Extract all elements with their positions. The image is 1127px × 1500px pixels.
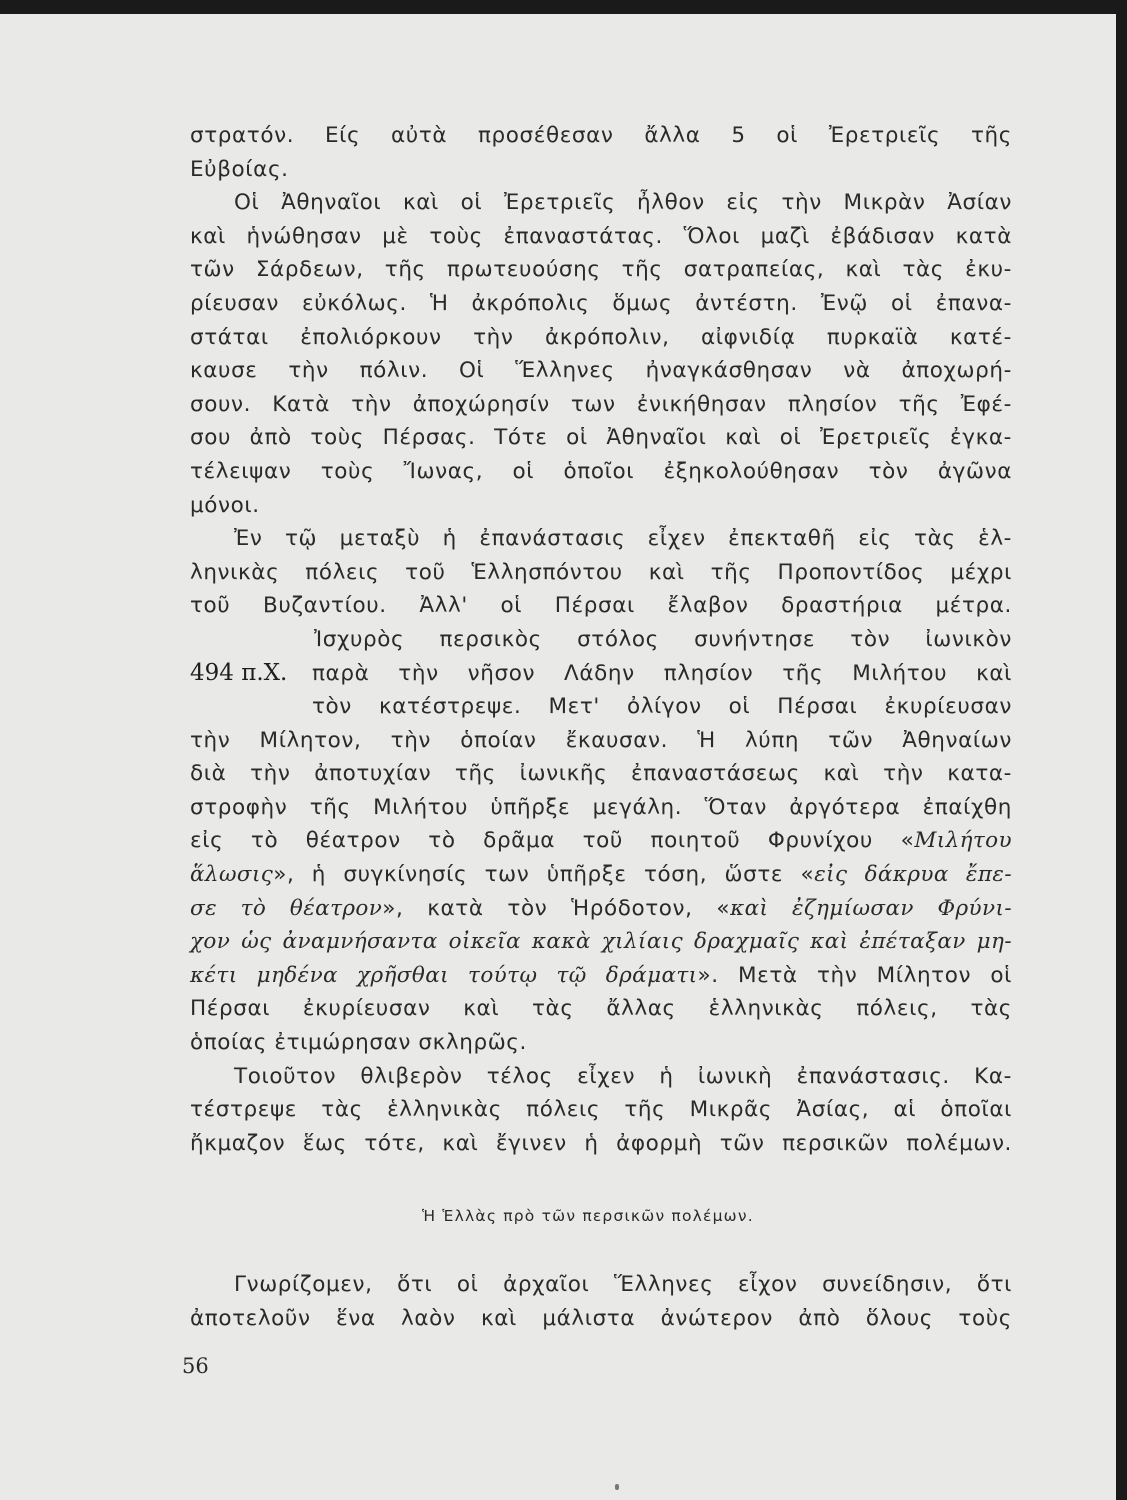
text-line: τὸν κατέστρεψε. Μετ' ὀλίγον οἱ Πέρσαι ἐκυρίευσαν xyxy=(312,694,1012,720)
italic-run: Μιλήτου xyxy=(914,828,1012,854)
text-line: Ἰσχυρὸς περσικὸς στόλος συνήντησε τὸν ἰωνικὸν xyxy=(314,626,1012,652)
text-line: Γνωρίζομεν, ὅτι οἱ ἀρχαῖοι Ἕλληνες εἶχον συνείδησιν, ὅτι xyxy=(234,1272,1012,1297)
quote-line xyxy=(190,824,1012,858)
section-heading: Ἡ Ἑλλὰς πρὸ τῶν περσικῶν πολέμων. xyxy=(422,1207,754,1225)
text-line: Τοιοῦτον θλιβερὸν τέλος εἶχεν ἡ ἰωνικὴ ἐπανάστασις. Κα- xyxy=(234,1063,1012,1089)
ink-speck xyxy=(615,1484,619,1490)
italic-run: εἰς δάκρυα ἔπε- xyxy=(814,862,1013,888)
italic-run: ἅλωσις xyxy=(190,862,274,888)
quote-line xyxy=(190,858,1012,892)
text-line: μόνοι. xyxy=(190,492,260,518)
main-text xyxy=(190,119,1012,1160)
paragraph-6 xyxy=(190,1268,1012,1336)
quote-line xyxy=(190,959,1012,993)
text-line: ἤκμαζον ἕως τότε, καὶ ἔγινεν ἡ ἀφορμὴ τῶν περσικῶν πολέμων. xyxy=(190,1130,1012,1156)
text-line: στροφὴν τῆς Μιλήτου ὑπῆρξε μεγάλη. Ὅταν ἀργότερα ἐπαίχθη xyxy=(190,794,1012,820)
text-line: καὶ ἡνώθησαν μὲ τοὺς ἐπαναστάτας. Ὅλοι μαζὶ ἐβάδισαν κατὰ xyxy=(190,223,1012,249)
text-run: εἰς τὸ θέατρον τὸ δρᾶμα τοῦ ποιητοῦ Φρυνίχου « xyxy=(190,828,915,854)
text-run: », κατὰ τὸν Ἡρόδοτον, « xyxy=(382,895,731,921)
italic-run: καὶ ἐζημίωσαν Φρύνι- xyxy=(730,895,1012,921)
text-line: ρίευσαν εὐκόλως. Ἡ ἀκρόπολις ὅμως ἀντέστη. Ἐνῷ οἱ ἐπανα- xyxy=(190,290,1012,316)
text-line: ὁποίας ἐτιμώρησαν σκληρῶς. xyxy=(190,1030,527,1056)
italic-run: κέτι μηδένα χρῆσθαι τούτῳ τῷ δράματι xyxy=(190,962,698,988)
paragraph-4 xyxy=(190,724,1012,1060)
quote-line xyxy=(190,892,1012,926)
text-line: σουν. Κατὰ τὴν ἀποχώρησίν των ἐνικήθησαν πλησίον τῆς Ἐφέ- xyxy=(190,391,1012,417)
margin-gutter xyxy=(190,623,312,724)
text-line: στρατόν. Είς αὐτὰ προσέθεσαν ἄλλα 5 οἱ Ἐρετριεῖς τῆς xyxy=(190,123,1012,148)
text-run: ». Μετὰ τὴν Μίλητον οἱ xyxy=(697,962,1012,988)
paragraph-5 xyxy=(190,1060,1012,1161)
text-line: στάται ἐπολιόρκουν τὴν ἀκρόπολιν, αἰφνιδίᾳ πυρκαϊὰ κατέ- xyxy=(190,324,1012,350)
text-run: », ἡ συγκίνησίς των ὑπῆρξε τόση, ὥστε « xyxy=(273,862,815,888)
italic-run: σε τὸ θέατρον xyxy=(190,895,383,921)
paragraph-2 xyxy=(190,186,1012,522)
book-page xyxy=(0,14,1116,1500)
text-line: καυσε τὴν πόλιν. Οἱ Ἕλληνες ἠναγκάσθησαν νὰ ἀποχωρή- xyxy=(190,358,1012,384)
quote-line: χον ὡς ἀναμνήσαντα οἰκεῖα κακὰ χιλίαις δραχμαῖς καὶ ἐπέταξαν μη- xyxy=(190,929,1012,955)
text-line: διὰ τὴν ἀποτυχίαν τῆς ἰωνικῆς ἐπαναστάσεως καὶ τὴν κατα- xyxy=(190,761,1012,787)
side-text xyxy=(312,623,1012,724)
text-line: ἀποτελοῦν ἕνα λαὸν καὶ μάλιστα ἀνώτερον ἀπὸ ὅλους τοὺς xyxy=(190,1306,1012,1331)
margin-date-note: 494 π.Χ. xyxy=(190,659,288,686)
text-line: σου ἀπὸ τοὺς Πέρσας. Τότε οἱ Ἀθηναῖοι καὶ οἱ Ἐρετριεῖς ἐγκα- xyxy=(190,425,1012,451)
text-line: τέστρεψε τὰς ἑλληνικὰς πόλεις τῆς Μικρᾶς Ἀσίας, αἱ ὁποῖαι xyxy=(190,1097,1012,1123)
text-line: Πέρσαι ἐκυρίευσαν καὶ τὰς ἄλλας ἑλληνικὰς πόλεις, τὰς xyxy=(190,996,1012,1022)
text-line: τὴν Μίλητον, τὴν ὁποίαν ἔκαυσαν. Ἡ λύπη τῶν Ἀθηναίων xyxy=(190,727,1012,753)
page-number: 56 xyxy=(182,1354,209,1378)
side-note-row xyxy=(190,623,1012,724)
paragraph-3 xyxy=(190,522,1012,623)
text-line: Εὐβοίας. xyxy=(190,156,289,182)
paragraph-1 xyxy=(190,119,1012,186)
text-line: τέλειψαν τοὺς Ἴωνας, οἱ ὁποῖοι ἐξηκολούθησαν τὸν ἀγῶνα xyxy=(190,458,1012,484)
text-line: τοῦ Βυζαντίου. Ἀλλ' οἱ Πέρσαι ἔλαβον δραστήρια μέτρα. xyxy=(190,593,1012,619)
text-line: ληνικὰς πόλεις τοῦ Ἑλλησπόντου καὶ τῆς Προποντίδος μέχρι xyxy=(190,559,1012,585)
text-line: παρὰ τὴν νῆσον Λάδην πλησίον τῆς Μιλήτου καὶ xyxy=(312,660,1012,686)
text-line: Ἐν τῷ μεταξὺ ἡ ἐπανάστασις εἶχεν ἐπεκταθῆ εἰς τὰς ἑλ- xyxy=(234,526,1012,552)
text-line: Οἱ Ἀθηναῖοι καὶ οἱ Ἐρετριεῖς ἦλθον εἰς τὴν Μικρὰν Ἀσίαν xyxy=(234,190,1012,216)
text-line: τῶν Σάρδεων, τῆς πρωτευούσης τῆς σατραπείας, καὶ τὰς ἐκυ- xyxy=(190,257,1012,283)
